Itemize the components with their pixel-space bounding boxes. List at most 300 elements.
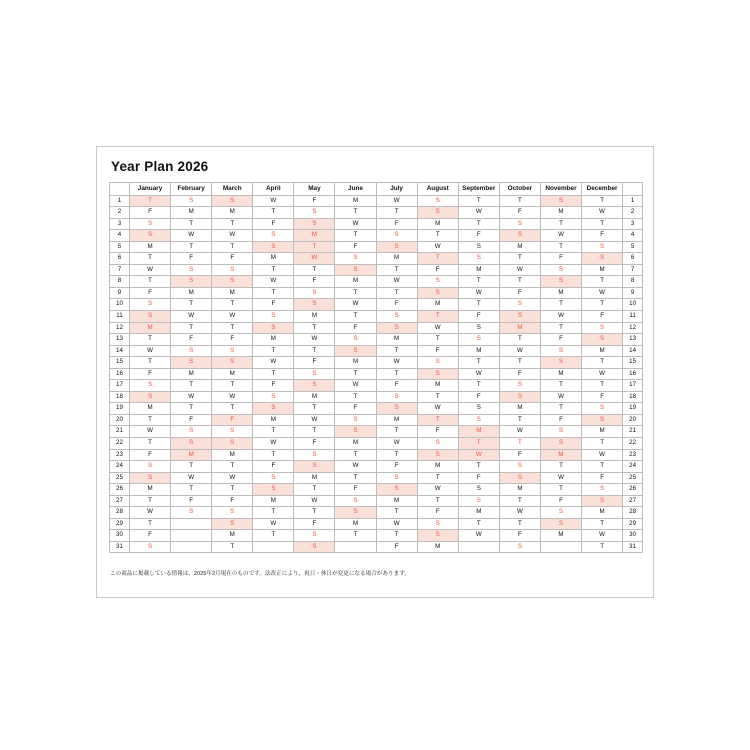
day-cell[interactable]: F (458, 391, 499, 403)
day-cell[interactable]: S (294, 449, 335, 461)
day-cell[interactable]: T (499, 334, 540, 346)
day-cell[interactable]: W (376, 195, 417, 207)
day-cell[interactable]: F (335, 484, 376, 496)
day-cell[interactable]: W (582, 449, 623, 461)
day-cell[interactable]: S (540, 195, 581, 207)
day-cell[interactable]: W (130, 264, 171, 276)
day-cell[interactable]: S (458, 253, 499, 265)
day-cell[interactable]: S (171, 357, 212, 369)
day-cell[interactable]: S (540, 518, 581, 530)
day-cell[interactable]: M (540, 207, 581, 219)
day-cell[interactable]: W (171, 230, 212, 242)
day-cell[interactable]: W (499, 507, 540, 519)
day-cell[interactable]: M (458, 426, 499, 438)
day-cell[interactable]: T (376, 287, 417, 299)
day-cell[interactable]: T (499, 437, 540, 449)
day-cell[interactable]: S (376, 241, 417, 253)
day-cell[interactable]: F (376, 380, 417, 392)
day-cell[interactable]: T (376, 264, 417, 276)
day-cell[interactable]: T (458, 299, 499, 311)
day-cell[interactable]: T (458, 437, 499, 449)
day-cell[interactable]: W (212, 391, 253, 403)
day-cell[interactable]: W (335, 380, 376, 392)
day-cell[interactable] (253, 541, 294, 553)
day-cell[interactable]: T (458, 357, 499, 369)
day-cell[interactable]: T (253, 507, 294, 519)
day-cell[interactable]: F (376, 299, 417, 311)
day-cell[interactable]: W (540, 472, 581, 484)
day-cell[interactable]: F (130, 287, 171, 299)
day-cell[interactable]: T (376, 345, 417, 357)
day-cell[interactable]: M (294, 230, 335, 242)
day-cell[interactable]: M (335, 195, 376, 207)
day-cell[interactable] (171, 518, 212, 530)
day-cell[interactable]: S (417, 276, 458, 288)
day-cell[interactable]: M (499, 484, 540, 496)
day-cell[interactable]: T (294, 264, 335, 276)
day-cell[interactable]: W (499, 345, 540, 357)
day-cell[interactable] (458, 541, 499, 553)
day-cell[interactable]: S (130, 380, 171, 392)
day-cell[interactable]: T (458, 518, 499, 530)
day-cell[interactable]: S (294, 541, 335, 553)
day-cell[interactable]: S (130, 230, 171, 242)
day-cell[interactable]: S (458, 334, 499, 346)
day-cell[interactable]: M (212, 449, 253, 461)
day-cell[interactable]: T (540, 241, 581, 253)
day-cell[interactable]: W (417, 241, 458, 253)
day-cell[interactable]: T (335, 310, 376, 322)
day-cell[interactable]: S (130, 472, 171, 484)
day-cell[interactable]: S (335, 264, 376, 276)
day-cell[interactable]: W (253, 276, 294, 288)
day-cell[interactable]: M (582, 264, 623, 276)
day-cell[interactable]: M (130, 241, 171, 253)
day-cell[interactable]: W (130, 345, 171, 357)
day-cell[interactable]: T (417, 414, 458, 426)
day-cell[interactable]: S (540, 345, 581, 357)
day-cell[interactable]: F (540, 334, 581, 346)
day-cell[interactable]: M (335, 276, 376, 288)
day-cell[interactable]: T (253, 426, 294, 438)
day-cell[interactable]: M (212, 207, 253, 219)
day-cell[interactable]: S (253, 241, 294, 253)
day-cell[interactable]: F (253, 218, 294, 230)
day-cell[interactable]: S (212, 437, 253, 449)
day-cell[interactable]: S (417, 518, 458, 530)
day-cell[interactable]: M (253, 495, 294, 507)
day-cell[interactable]: T (335, 449, 376, 461)
day-cell[interactable]: T (376, 449, 417, 461)
day-cell[interactable]: M (582, 426, 623, 438)
day-cell[interactable]: S (376, 310, 417, 322)
day-cell[interactable]: S (499, 461, 540, 473)
day-cell[interactable]: W (171, 472, 212, 484)
day-cell[interactable]: W (582, 530, 623, 542)
day-cell[interactable]: S (212, 357, 253, 369)
day-cell[interactable]: F (171, 495, 212, 507)
day-cell[interactable]: T (499, 414, 540, 426)
day-cell[interactable]: S (294, 207, 335, 219)
day-cell[interactable]: M (253, 253, 294, 265)
day-cell[interactable]: W (294, 334, 335, 346)
day-cell[interactable]: T (171, 241, 212, 253)
day-cell[interactable]: T (499, 518, 540, 530)
day-cell[interactable]: S (499, 230, 540, 242)
day-cell[interactable]: M (171, 449, 212, 461)
day-cell[interactable]: T (540, 484, 581, 496)
day-cell[interactable]: S (540, 507, 581, 519)
day-cell[interactable]: F (171, 334, 212, 346)
day-cell[interactable]: T (212, 541, 253, 553)
day-cell[interactable]: T (212, 299, 253, 311)
day-cell[interactable]: T (171, 380, 212, 392)
day-cell[interactable]: S (212, 426, 253, 438)
day-cell[interactable]: W (582, 207, 623, 219)
day-cell[interactable]: S (499, 472, 540, 484)
day-cell[interactable]: S (253, 472, 294, 484)
day-cell[interactable]: S (171, 264, 212, 276)
day-cell[interactable]: T (171, 322, 212, 334)
day-cell[interactable]: T (376, 507, 417, 519)
day-cell[interactable]: W (335, 218, 376, 230)
day-cell[interactable]: S (499, 310, 540, 322)
day-cell[interactable]: W (335, 461, 376, 473)
day-cell[interactable]: W (458, 368, 499, 380)
day-cell[interactable]: S (130, 218, 171, 230)
day-cell[interactable]: F (130, 368, 171, 380)
day-cell[interactable]: S (294, 530, 335, 542)
day-cell[interactable]: S (417, 437, 458, 449)
day-cell[interactable]: T (499, 495, 540, 507)
day-cell[interactable]: S (540, 264, 581, 276)
day-cell[interactable]: T (130, 495, 171, 507)
day-cell[interactable]: F (499, 207, 540, 219)
day-cell[interactable]: T (417, 230, 458, 242)
day-cell[interactable]: T (130, 334, 171, 346)
day-cell[interactable]: W (171, 391, 212, 403)
day-cell[interactable]: T (458, 218, 499, 230)
day-cell[interactable]: S (417, 207, 458, 219)
day-cell[interactable]: S (417, 368, 458, 380)
day-cell[interactable]: S (294, 368, 335, 380)
day-cell[interactable]: T (582, 299, 623, 311)
day-cell[interactable]: T (212, 403, 253, 415)
day-cell[interactable]: T (212, 241, 253, 253)
day-cell[interactable]: M (499, 322, 540, 334)
day-cell[interactable]: T (417, 495, 458, 507)
day-cell[interactable]: T (335, 230, 376, 242)
day-cell[interactable]: M (212, 530, 253, 542)
day-cell[interactable]: S (253, 391, 294, 403)
day-cell[interactable]: T (130, 195, 171, 207)
day-cell[interactable]: W (458, 287, 499, 299)
day-cell[interactable]: S (212, 507, 253, 519)
day-cell[interactable]: S (212, 518, 253, 530)
day-cell[interactable]: S (335, 414, 376, 426)
day-cell[interactable]: W (458, 530, 499, 542)
day-cell[interactable]: T (212, 484, 253, 496)
day-cell[interactable]: S (171, 507, 212, 519)
day-cell[interactable]: F (130, 530, 171, 542)
day-cell[interactable]: T (582, 357, 623, 369)
day-cell[interactable]: M (294, 310, 335, 322)
day-cell[interactable]: S (130, 310, 171, 322)
day-cell[interactable]: M (212, 287, 253, 299)
day-cell[interactable]: T (130, 518, 171, 530)
day-cell[interactable]: F (417, 426, 458, 438)
day-cell[interactable]: M (499, 403, 540, 415)
day-cell[interactable]: T (294, 426, 335, 438)
day-cell[interactable]: S (212, 276, 253, 288)
day-cell[interactable]: M (540, 530, 581, 542)
day-cell[interactable]: T (540, 299, 581, 311)
day-cell[interactable]: S (499, 299, 540, 311)
day-cell[interactable]: T (540, 218, 581, 230)
day-cell[interactable]: T (458, 380, 499, 392)
day-cell[interactable]: S (582, 241, 623, 253)
day-cell[interactable]: M (540, 287, 581, 299)
day-cell[interactable]: F (540, 414, 581, 426)
day-cell[interactable]: T (294, 484, 335, 496)
day-cell[interactable]: F (376, 218, 417, 230)
day-cell[interactable]: T (253, 207, 294, 219)
day-cell[interactable]: W (212, 310, 253, 322)
day-cell[interactable]: M (582, 507, 623, 519)
day-cell[interactable]: F (417, 264, 458, 276)
day-cell[interactable]: M (171, 287, 212, 299)
day-cell[interactable]: M (335, 437, 376, 449)
day-cell[interactable]: T (171, 218, 212, 230)
day-cell[interactable]: T (171, 484, 212, 496)
day-cell[interactable]: T (499, 195, 540, 207)
day-cell[interactable]: T (212, 461, 253, 473)
day-cell[interactable]: T (253, 287, 294, 299)
day-cell[interactable]: S (582, 253, 623, 265)
day-cell[interactable]: W (171, 310, 212, 322)
day-cell[interactable]: S (499, 218, 540, 230)
day-cell[interactable]: F (499, 287, 540, 299)
day-cell[interactable]: T (582, 276, 623, 288)
day-cell[interactable]: F (253, 299, 294, 311)
day-cell[interactable]: S (499, 391, 540, 403)
day-cell[interactable]: S (458, 495, 499, 507)
day-cell[interactable]: S (376, 230, 417, 242)
day-cell[interactable]: T (376, 530, 417, 542)
day-cell[interactable]: W (540, 230, 581, 242)
day-cell[interactable]: W (335, 299, 376, 311)
day-cell[interactable]: W (130, 426, 171, 438)
day-cell[interactable]: T (582, 518, 623, 530)
day-cell[interactable]: S (417, 287, 458, 299)
day-cell[interactable]: F (171, 414, 212, 426)
day-cell[interactable]: T (582, 218, 623, 230)
day-cell[interactable] (171, 541, 212, 553)
day-cell[interactable]: M (130, 484, 171, 496)
day-cell[interactable]: T (253, 530, 294, 542)
day-cell[interactable]: T (540, 461, 581, 473)
day-cell[interactable]: M (335, 357, 376, 369)
day-cell[interactable]: S (376, 403, 417, 415)
day-cell[interactable]: T (335, 207, 376, 219)
day-cell[interactable]: S (582, 403, 623, 415)
day-cell[interactable]: T (582, 437, 623, 449)
day-cell[interactable]: T (376, 368, 417, 380)
day-cell[interactable]: F (130, 207, 171, 219)
day-cell[interactable]: S (171, 437, 212, 449)
day-cell[interactable]: S (130, 541, 171, 553)
day-cell[interactable]: T (294, 403, 335, 415)
day-cell[interactable]: F (417, 507, 458, 519)
day-cell[interactable]: T (171, 403, 212, 415)
day-cell[interactable]: T (253, 264, 294, 276)
day-cell[interactable] (171, 530, 212, 542)
day-cell[interactable]: F (499, 449, 540, 461)
day-cell[interactable]: T (458, 461, 499, 473)
day-cell[interactable]: S (417, 449, 458, 461)
day-cell[interactable]: T (540, 322, 581, 334)
day-cell[interactable]: S (294, 299, 335, 311)
day-cell[interactable]: W (458, 207, 499, 219)
day-cell[interactable]: M (540, 449, 581, 461)
day-cell[interactable]: F (335, 322, 376, 334)
day-cell[interactable]: F (458, 230, 499, 242)
day-cell[interactable]: F (294, 437, 335, 449)
day-cell[interactable]: S (253, 230, 294, 242)
day-cell[interactable]: T (130, 414, 171, 426)
day-cell[interactable]: S (294, 218, 335, 230)
day-cell[interactable]: T (335, 472, 376, 484)
day-cell[interactable]: M (130, 322, 171, 334)
day-cell[interactable]: T (253, 368, 294, 380)
day-cell[interactable]: F (294, 195, 335, 207)
day-cell[interactable]: F (253, 380, 294, 392)
day-cell[interactable]: W (540, 391, 581, 403)
day-cell[interactable]: F (540, 495, 581, 507)
day-cell[interactable]: W (582, 368, 623, 380)
day-cell[interactable]: W (376, 276, 417, 288)
day-cell[interactable]: W (294, 414, 335, 426)
day-cell[interactable]: S (335, 253, 376, 265)
day-cell[interactable]: F (212, 334, 253, 346)
day-cell[interactable]: T (335, 391, 376, 403)
day-cell[interactable]: S (294, 461, 335, 473)
day-cell[interactable]: M (376, 334, 417, 346)
day-cell[interactable]: S (582, 495, 623, 507)
day-cell[interactable]: S (335, 334, 376, 346)
day-cell[interactable]: S (294, 380, 335, 392)
day-cell[interactable]: T (540, 403, 581, 415)
day-cell[interactable]: M (212, 368, 253, 380)
day-cell[interactable]: M (335, 518, 376, 530)
day-cell[interactable]: T (294, 241, 335, 253)
day-cell[interactable]: W (130, 507, 171, 519)
day-cell[interactable]: M (253, 414, 294, 426)
day-cell[interactable]: T (582, 541, 623, 553)
day-cell[interactable]: S (499, 541, 540, 553)
day-cell[interactable]: W (458, 449, 499, 461)
day-cell[interactable]: M (376, 495, 417, 507)
day-cell[interactable]: W (253, 357, 294, 369)
day-cell[interactable]: S (171, 426, 212, 438)
day-cell[interactable]: F (212, 414, 253, 426)
day-cell[interactable]: S (253, 484, 294, 496)
day-cell[interactable]: W (376, 437, 417, 449)
day-cell[interactable]: T (417, 334, 458, 346)
day-cell[interactable]: S (540, 426, 581, 438)
day-cell[interactable]: F (212, 495, 253, 507)
day-cell[interactable]: M (171, 207, 212, 219)
day-cell[interactable]: M (458, 345, 499, 357)
day-cell[interactable]: W (294, 253, 335, 265)
day-cell[interactable]: F (458, 310, 499, 322)
day-cell[interactable]: M (171, 368, 212, 380)
day-cell[interactable]: M (417, 380, 458, 392)
day-cell[interactable]: T (212, 380, 253, 392)
day-cell[interactable]: S (417, 530, 458, 542)
day-cell[interactable]: F (212, 253, 253, 265)
day-cell[interactable]: W (212, 472, 253, 484)
day-cell[interactable]: M (499, 241, 540, 253)
day-cell[interactable]: M (417, 299, 458, 311)
day-cell[interactable]: T (294, 507, 335, 519)
day-cell[interactable]: S (499, 380, 540, 392)
day-cell[interactable]: F (130, 449, 171, 461)
day-cell[interactable]: M (458, 507, 499, 519)
day-cell[interactable]: F (294, 357, 335, 369)
day-cell[interactable]: F (335, 403, 376, 415)
day-cell[interactable]: M (294, 472, 335, 484)
day-cell[interactable]: F (540, 253, 581, 265)
day-cell[interactable]: T (376, 207, 417, 219)
day-cell[interactable]: S (376, 484, 417, 496)
day-cell[interactable]: F (458, 472, 499, 484)
day-cell[interactable]: S (458, 484, 499, 496)
day-cell[interactable]: S (582, 334, 623, 346)
day-cell[interactable]: F (376, 541, 417, 553)
day-cell[interactable]: S (458, 322, 499, 334)
day-cell[interactable]: W (499, 426, 540, 438)
day-cell[interactable]: F (417, 345, 458, 357)
day-cell[interactable]: T (253, 449, 294, 461)
day-cell[interactable]: W (253, 195, 294, 207)
day-cell[interactable]: T (212, 322, 253, 334)
day-cell[interactable]: M (417, 218, 458, 230)
day-cell[interactable]: F (335, 241, 376, 253)
day-cell[interactable]: T (499, 357, 540, 369)
day-cell[interactable]: S (376, 322, 417, 334)
day-cell[interactable]: S (335, 507, 376, 519)
day-cell[interactable]: S (458, 241, 499, 253)
day-cell[interactable]: S (253, 310, 294, 322)
day-cell[interactable]: T (458, 195, 499, 207)
day-cell[interactable]: S (335, 345, 376, 357)
day-cell[interactable]: S (376, 391, 417, 403)
day-cell[interactable]: T (458, 276, 499, 288)
day-cell[interactable]: F (294, 276, 335, 288)
day-cell[interactable]: S (582, 414, 623, 426)
day-cell[interactable]: T (582, 195, 623, 207)
day-cell[interactable]: S (417, 195, 458, 207)
day-cell[interactable]: S (458, 414, 499, 426)
day-cell[interactable]: M (540, 368, 581, 380)
day-cell[interactable]: S (540, 437, 581, 449)
day-cell[interactable]: T (130, 253, 171, 265)
day-cell[interactable]: T (294, 345, 335, 357)
day-cell[interactable]: S (335, 495, 376, 507)
day-cell[interactable]: T (294, 322, 335, 334)
day-cell[interactable]: S (376, 472, 417, 484)
